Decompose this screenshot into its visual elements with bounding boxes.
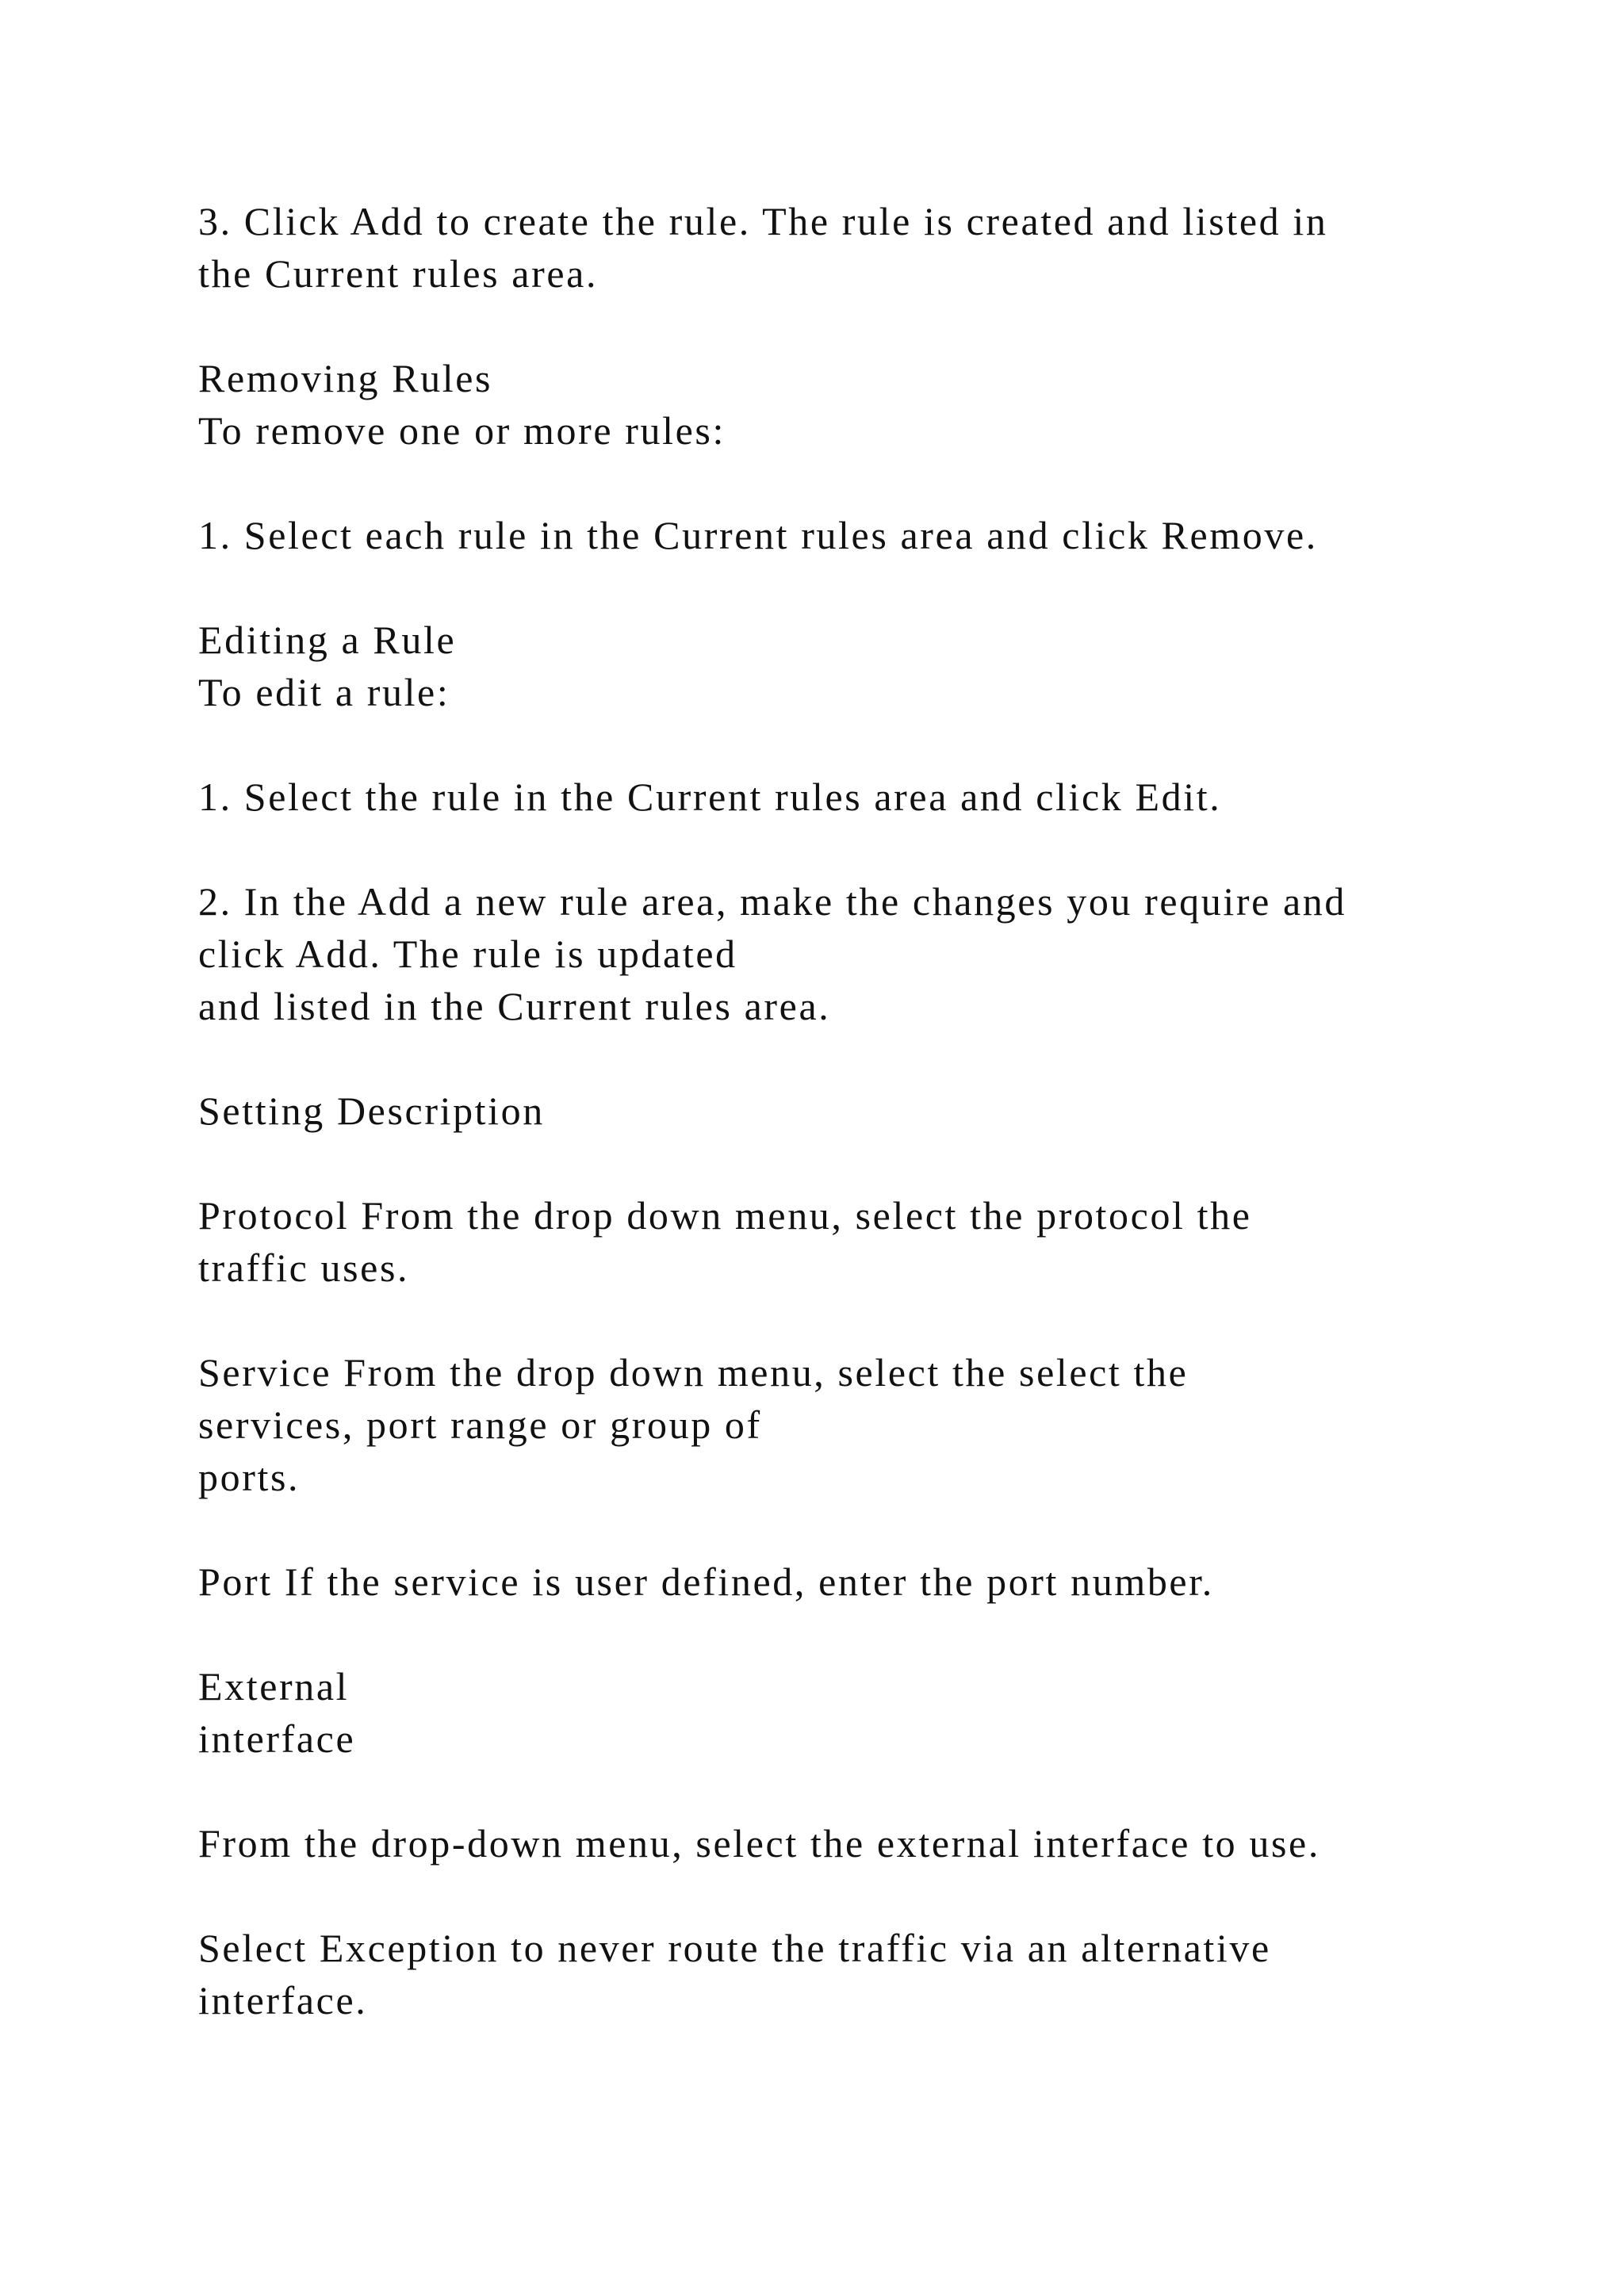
text-line: ports. <box>198 1455 301 1499</box>
paragraph-edit-step-2 <box>198 875 1562 1032</box>
text-line: Port If the service is user defined, enter the port number. <box>198 1559 1214 1604</box>
text-line: 1. Select the rule in the Current rules area and click Edit. <box>198 775 1222 819</box>
paragraph-external-interface-description <box>198 1817 1562 1869</box>
settings-table-header <box>198 1085 1562 1137</box>
paragraph-exception-description <box>198 1922 1562 2026</box>
section-removing-rules <box>198 352 1562 457</box>
text-line: 1. Select each rule in the Current rules area and click Remove. <box>198 513 1318 557</box>
text-line: Setting Description <box>198 1089 545 1133</box>
text-line: the Current rules area. <box>198 251 599 296</box>
text-line: Protocol From the drop down menu, select the protocol the <box>198 1193 1252 1238</box>
section-editing-rule <box>198 614 1562 718</box>
text-line: services, port range or group of <box>198 1402 762 1447</box>
text-line: 2. In the Add a new rule area, make the changes you require and <box>198 879 1347 924</box>
text-line: 3. Click Add to create the rule. The rule is created and listed in <box>198 199 1328 243</box>
section-heading: Removing Rules <box>198 356 493 400</box>
setting-port <box>198 1556 1562 1608</box>
setting-service <box>198 1346 1562 1503</box>
text-line: External <box>198 1664 350 1709</box>
text-line: Select Exception to never route the traffic via an alternative <box>198 1926 1271 1970</box>
text-line: interface. <box>198 1978 368 2022</box>
paragraph-add-rule-step <box>198 195 1562 300</box>
text-line: To remove one or more rules: <box>198 408 726 453</box>
setting-external-interface <box>198 1660 1562 1765</box>
text-line: and listed in the Current rules area. <box>198 984 831 1028</box>
text-line: click Add. The rule is updated <box>198 932 737 976</box>
paragraph-remove-step <box>198 509 1562 561</box>
text-line: interface <box>198 1716 356 1761</box>
text-line: traffic uses. <box>198 1246 410 1290</box>
paragraph-edit-step-1 <box>198 771 1562 823</box>
section-heading: Editing a Rule <box>198 618 457 662</box>
text-line: To edit a rule: <box>198 670 450 714</box>
document-body <box>198 195 1562 2079</box>
text-line: Service From the drop down menu, select the select the <box>198 1350 1189 1395</box>
text-line: From the drop-down menu, select the external interface to use. <box>198 1821 1320 1866</box>
setting-protocol <box>198 1189 1562 1294</box>
